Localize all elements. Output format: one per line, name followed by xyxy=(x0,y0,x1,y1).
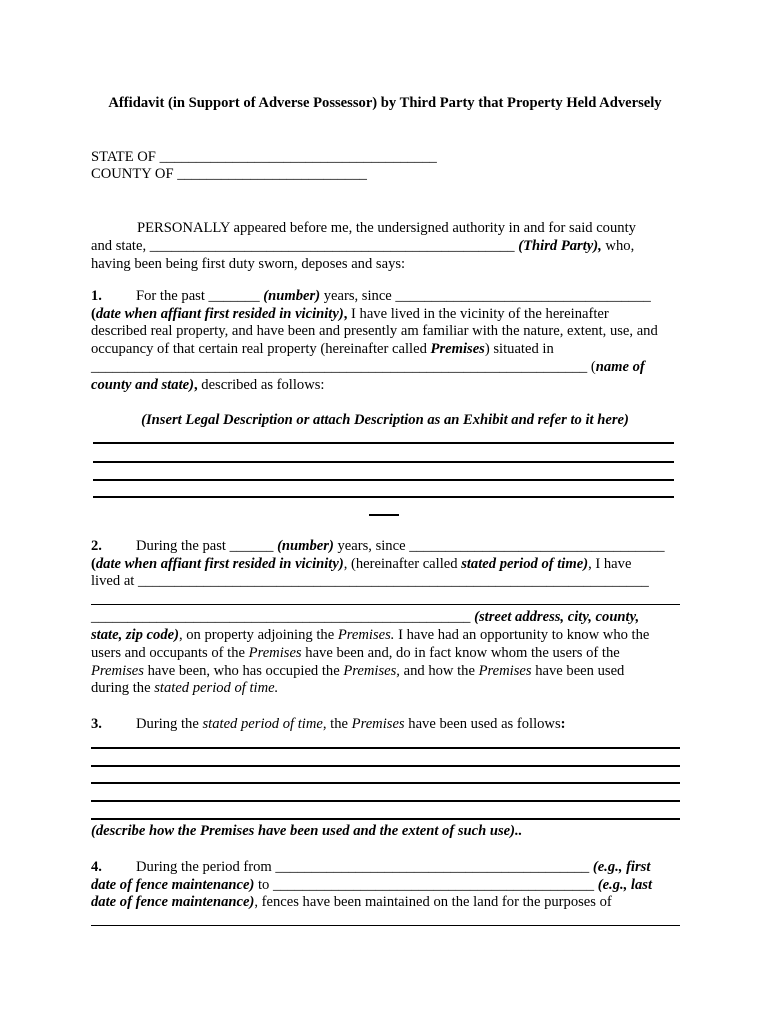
legal-description-line-5 xyxy=(369,514,399,516)
p4-number: 4. xyxy=(91,859,102,875)
use-description-line-1 xyxy=(91,747,680,749)
p2-line-3: lived at ______________________________________________________________________ xyxy=(91,573,649,589)
legal-description-line-3 xyxy=(93,479,674,481)
p1-line-6: county and state), described as follows: xyxy=(91,377,325,393)
legal-description-line-4 xyxy=(93,496,674,498)
county-line: COUNTY OF __________________________ xyxy=(91,166,367,182)
intro-line-2: and state, __________________________________________________ (Third Party), who, xyxy=(91,238,635,254)
use-description-line-2 xyxy=(91,765,680,767)
p2-number: 2. xyxy=(91,538,102,554)
p2-line-2: (date when affiant first resided in vicinity), (hereinafter called stated period of time), I have xyxy=(91,556,632,572)
intro-line-3: having been being first duty sworn, deposes and says: xyxy=(91,256,406,272)
p1-line-3: described real property, and have been and presently am familiar with the nature, extent, use, and xyxy=(91,323,658,339)
legal-description-line-1 xyxy=(93,442,674,444)
p4-line-3: date of fence maintenance), fences have been maintained on the land for the purposes of xyxy=(91,894,612,910)
p2-line-7: Premises have been, who has occupied the Premises, and how the Premises have been used xyxy=(91,663,625,679)
p3-line-1: 3. During the stated period of time, the Premises have been used as follows: xyxy=(91,716,566,732)
p2-line-1: 2. During the past ______ (number) years, since ___________________________________ xyxy=(91,538,665,554)
use-description-instruction: (describe how the Premises have been used and the extent of such use).. xyxy=(91,823,523,839)
p4-purpose-rule xyxy=(91,925,680,926)
use-description-line-5 xyxy=(91,818,680,820)
document-title: Affidavit (in Support of Adverse Possessor) by Third Party that Property Held Adversely xyxy=(108,95,662,111)
p1-line-2: (date when affiant first resided in vicinity), I have lived in the vicinity of the hereinafter xyxy=(91,306,609,322)
use-description-line-3 xyxy=(91,782,680,784)
p4-line-1: 4. During the period from ___________________________________________ (e.g., first xyxy=(91,859,651,875)
p2-line-4: ____________________________________________________ (street address, city, county, xyxy=(91,609,640,625)
p2-line-6: users and occupants of the Premises have been and, do in fact know whom the users of the xyxy=(91,645,620,661)
use-description-line-4 xyxy=(91,800,680,802)
p3-number: 3. xyxy=(91,716,102,732)
p2-address-rule xyxy=(91,604,680,605)
legal-description-line-2 xyxy=(93,461,674,463)
p1-line-4: occupancy of that certain real property (hereinafter called Premises) situated in xyxy=(91,341,554,357)
p1-line-1: 1. For the past _______ (number) years, since ___________________________________ xyxy=(91,288,651,304)
state-line: STATE OF ______________________________________ xyxy=(91,149,437,165)
legal-description-instruction: (Insert Legal Description or attach Description as an Exhibit and refer to it here) xyxy=(141,412,629,428)
p4-line-2: date of fence maintenance) to ____________________________________________ (e.g., last xyxy=(91,877,653,893)
p1-number: 1. xyxy=(91,288,102,304)
p2-line-5: state, zip code), on property adjoining the Premises. I have had an opportunity to know who the xyxy=(91,627,650,643)
p1-line-5: ____________________________________________________________________ (name of xyxy=(91,359,645,375)
intro-line-1: PERSONALLY appeared before me, the undersigned authority in and for said county xyxy=(137,220,636,236)
p2-line-8: during the stated period of time. xyxy=(91,680,279,696)
